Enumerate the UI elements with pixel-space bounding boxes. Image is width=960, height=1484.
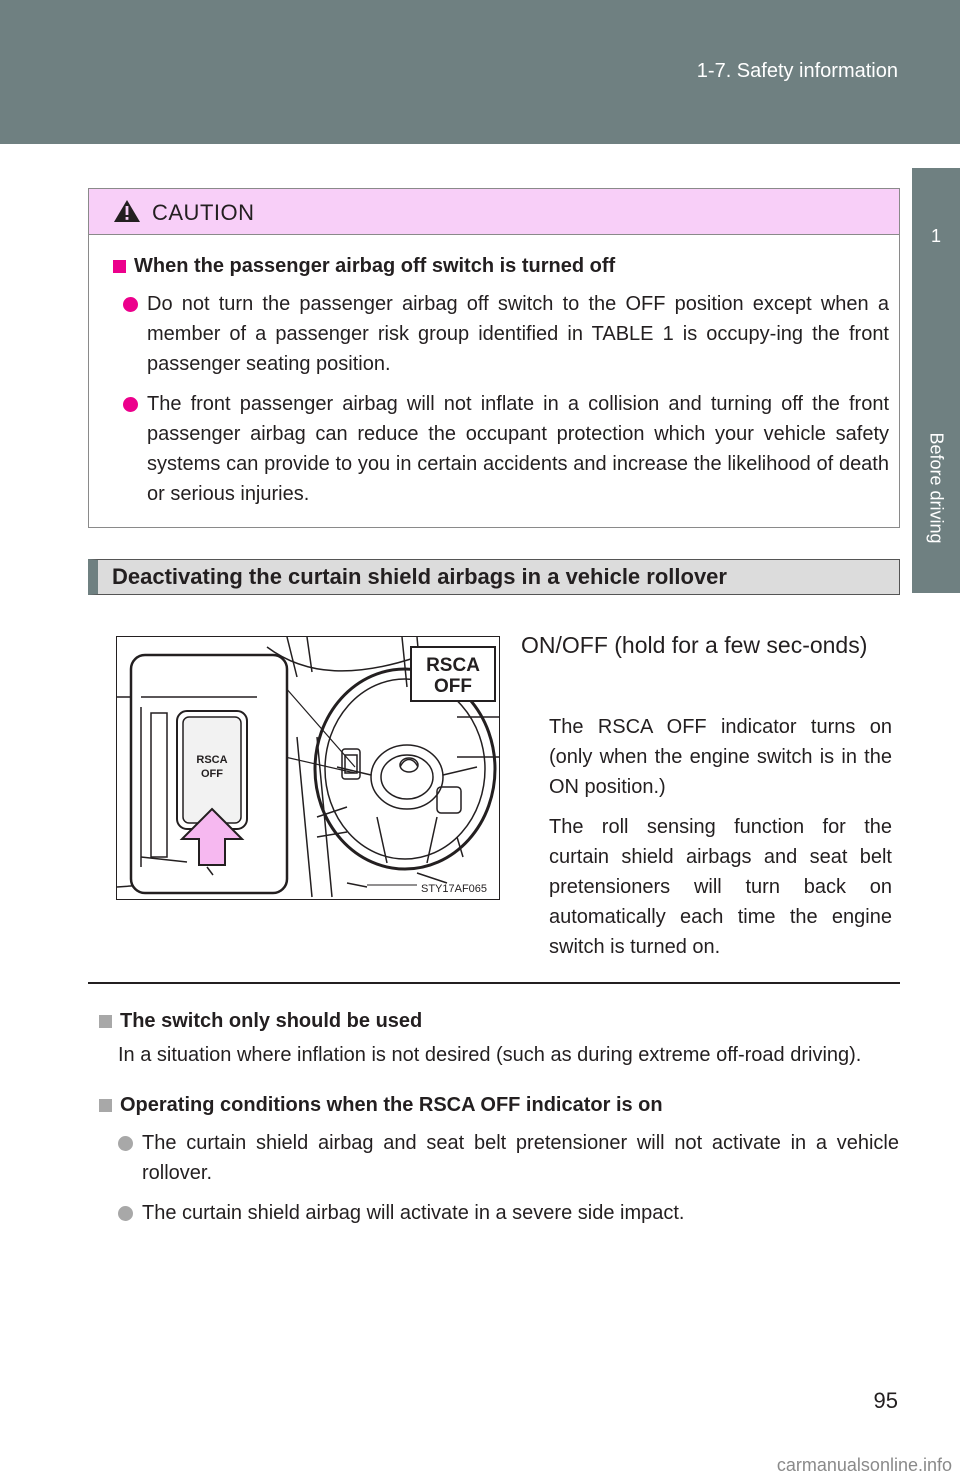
chapter-label: Before driving [926,432,947,544]
note-bullet [118,1198,899,1228]
section-divider [88,982,900,984]
section-heading: Deactivating the curtain shield airbags in a vehicle rollover [88,559,900,595]
caution-heading-text: When the passenger airbag off switch is turned off [134,255,616,277]
warning-icon [113,199,141,223]
note-heading-text: The switch only should be used [120,1010,423,1032]
figure-code: STY17AF065 [421,883,488,895]
caution-box [88,188,900,528]
rsca-switch-illustration [116,636,500,900]
step-instruction: ON/OFF (hold for a few sec-onds) [521,632,868,658]
caution-title: CAUTION [152,200,255,225]
note-bullet [118,1128,899,1188]
circle-bullet-icon [123,397,138,412]
circle-bullet-icon [118,1136,133,1151]
inset-label-bottom: OFF [434,676,472,697]
section-title: 1-7. Safety information [696,60,898,82]
note-heading [99,1092,899,1118]
chapter-tab [912,168,960,383]
caution-bullet-text: The front passenger airbag will not inflate in a collision and turning off the front passenger airbag can reduce the occupant protection which your vehicle safety systems can provide to you in certain accidents and increase the likelihood of death or serious injuries. [147,393,889,505]
circle-bullet-icon [118,1206,133,1221]
note-bullet-text: The curtain shield airbag will activate in a severe side impact. [142,1202,685,1224]
watermark: carmanualsonline.info [776,1455,952,1475]
caution-bullet [123,389,889,509]
page-number: 95 [873,1388,898,1413]
square-bullet-icon [99,1099,112,1112]
chapter-number: 1 [930,226,941,246]
reset-description: The roll sensing function for the curtain shield airbags and seat belt pretensioners will turn back on automatically each time the engine switch is turned on. [549,816,892,958]
note-bullet-text: The curtain shield airbag and seat belt pretensioner will not activate in a vehicle rollover. [142,1132,899,1184]
indicator-description: The RSCA OFF indicator turns on (only when the engine switch is in the ON position.) [549,716,892,798]
button-label-bottom: OFF [201,768,223,780]
note-heading-text: Operating conditions when the RSCA OFF indicator is on [120,1094,663,1116]
note-text: In a situation where inflation is not desired (such as during extreme off-road driving). [118,1044,862,1066]
dashboard-drawing [117,637,500,900]
caution-header [89,189,899,235]
caution-bullet-text: Do not turn the passenger airbag off switch to the OFF position except when a member of a passenger risk group identified in TABLE 1 is occupy-ing the front passenger seating position. [147,293,889,375]
square-bullet-icon [99,1015,112,1028]
page-header [0,0,960,144]
note-heading [99,1008,899,1034]
circle-bullet-icon [123,297,138,312]
caution-heading [113,253,889,279]
button-label-top: RSCA [196,754,228,766]
inset-label-top: RSCA [426,655,480,676]
square-bullet-icon [113,260,126,273]
notes-section [99,1008,899,1228]
caution-bullet [123,289,889,379]
